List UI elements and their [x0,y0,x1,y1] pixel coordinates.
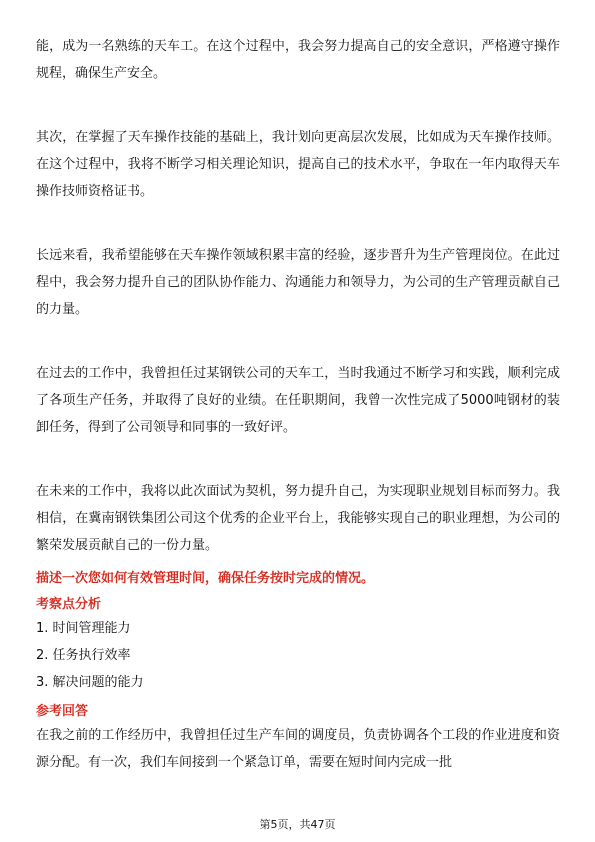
answer-heading: 参考回答 [36,704,89,719]
interview-question: 描述一次您如何有效管理时间，确保任务按时完成的情况。 [36,571,375,586]
paragraph-gap [36,323,560,360]
document-body [36,33,560,776]
list-item: 3. 解决问题的能力 [36,675,144,690]
paragraph-gap [36,87,560,124]
paragraph-safety: 能，成为一名熟练的天车工。在这个过程中，我会努力提高自己的安全意识，严格遵守操作规程，确保生产安全。 [36,39,560,81]
analysis-list [36,615,560,696]
paragraph-gap [36,559,560,569]
answer-text: 在我之前的工作经历中，我曾担任过生产车间的调度员，负责协调各个工段的作业进度和资源分配。有一次，我们车间接到一个紧急订单，需要在短时间内完成一批 [36,728,560,770]
paragraph-gap [36,441,560,478]
list-item: 1. 时间管理能力 [36,621,131,636]
paragraph-past-experience: 在过去的工作中，我曾担任过某钢铁公司的天车工，当时我通过不断学习和实践，顺利完成了各项生产任务，并取得了良好的业绩。在任职期间，我曾一次性完成了5000吨钢材的装卸任务，得到了公司领导和同事的一致好评。 [36,366,560,435]
paragraph-technician-goal: 其次，在掌握了天车操作技能的基础上，我计划向更高层次发展，比如成为天车操作技师。在这个过程中，我将不断学习相关理论知识，提高自己的技术水平，争取在一年内取得天车操作技师资格证书。 [36,130,560,199]
list-item: 2. 任务执行效率 [36,648,131,663]
analysis-heading: 考察点分析 [36,597,102,612]
paragraph-long-term-goal: 长远来看，我希望能够在天车操作领域积累丰富的经验，逐步晋升为生产管理岗位。在此过程中，我会努力提升自己的团队协作能力、沟通能力和领导力，为公司的生产管理贡献自己的力量。 [36,248,560,317]
paragraph-gap [36,205,560,242]
paragraph-future-commitment: 在未来的工作中，我将以此次面试为契机，努力提升自己，为实现职业规划目标而努力。我相信，在冀南钢铁集团公司这个优秀的企业平台上，我能够实现自己的职业理想，为公司的繁荣发展贡献自己的一份力量。 [36,484,560,553]
page-number: 第5页，共47页 [259,818,336,831]
